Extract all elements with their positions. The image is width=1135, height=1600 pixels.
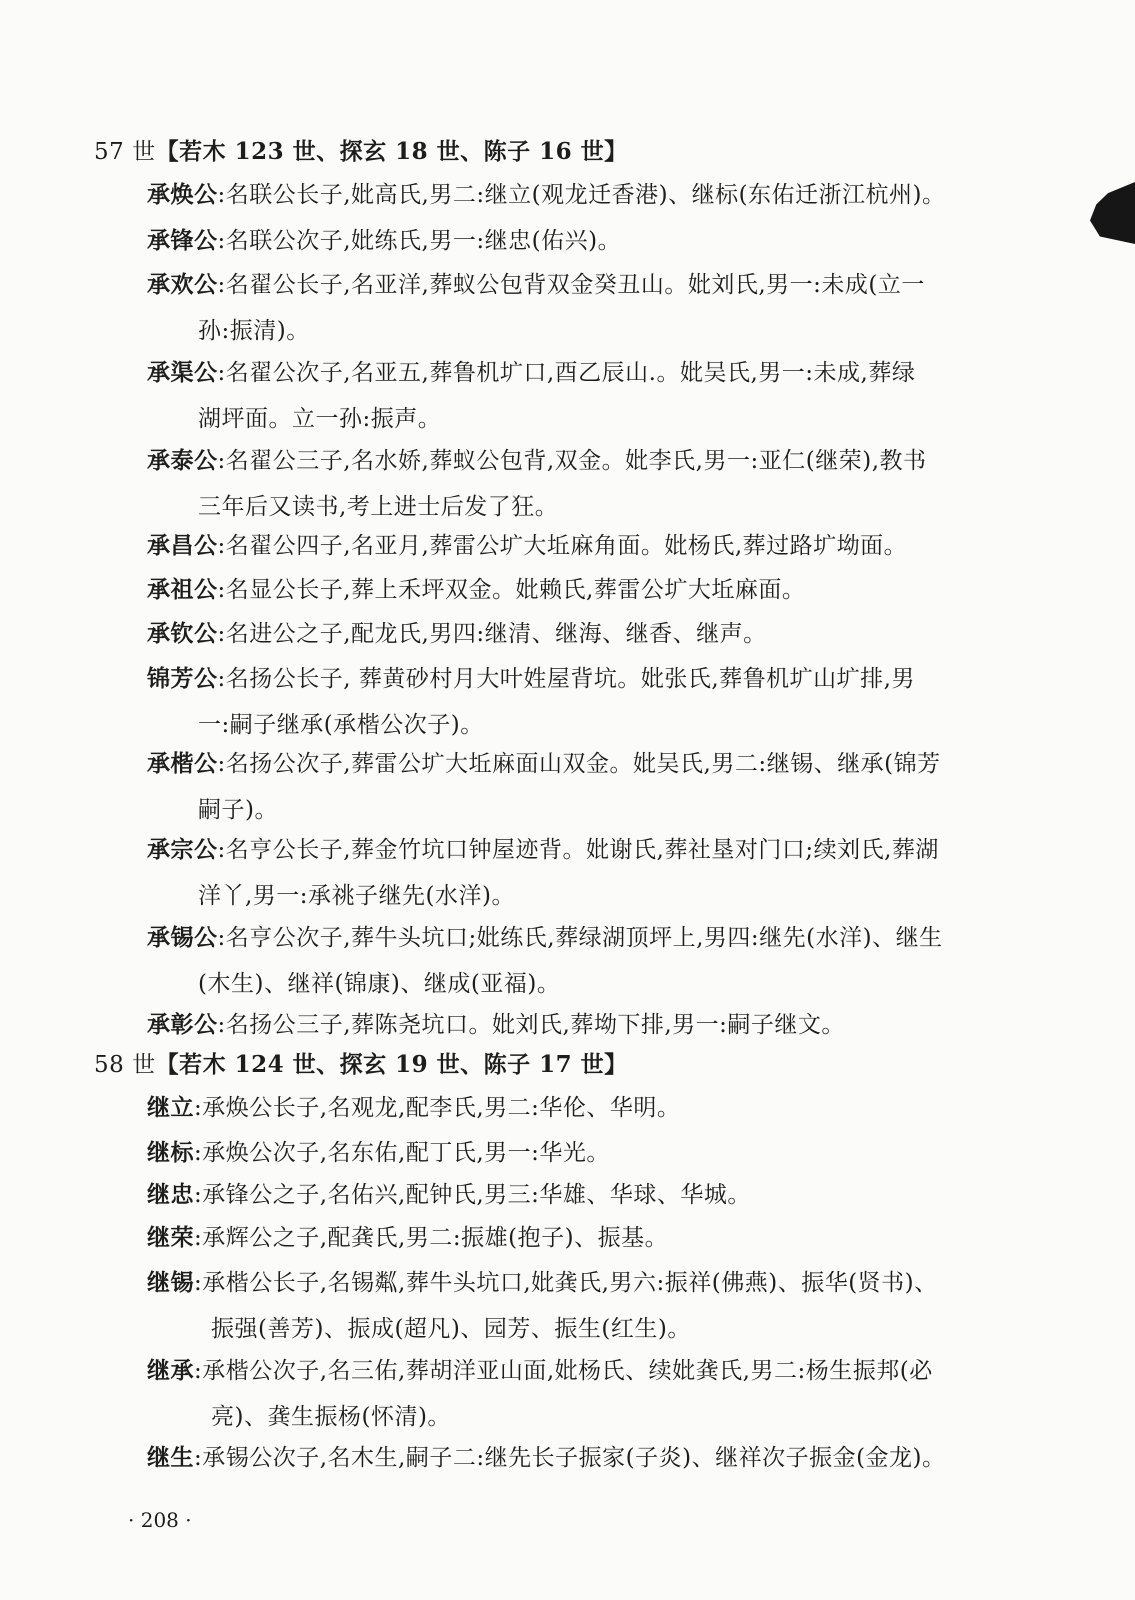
entry-name: 继生 (147, 1444, 194, 1471)
entry-text: :名显公长子,葬上禾坪双金。妣赖氏,葬雷公圹大坵麻面。 (217, 577, 806, 603)
entry-chengtai (147, 438, 1065, 530)
entry-text-continued: 孙:振清)。 (198, 318, 310, 344)
entry-chengchang (147, 523, 1065, 569)
entry-text: :承辉公之子,配龚氏,男二:振雄(抱子)、振基。 (194, 1225, 669, 1251)
entry-jili (147, 1085, 1065, 1131)
entry-chengxi (147, 915, 1065, 1007)
entry-text: :名扬公长子, 葬黄砂村月大叶姓屋背坑。妣张氏,葬鲁机圹山圹排,男 (217, 666, 915, 692)
entry-name: 继承 (147, 1357, 194, 1384)
entry-text: :承锡公次子,名木生,嗣子二:继先长子振家(子炎)、继祥次子振金(金龙)。 (194, 1445, 946, 1471)
entry-name: 承锡公 (147, 924, 218, 951)
entry-text: :名翟公次子,名亚五,葬鲁机圹口,酉乙辰山.。妣吴氏,男一:未成,葬绿 (217, 360, 916, 386)
entry-text: :承锋公之子,名佑兴,配钟氏,男三:华雄、华球、华城。 (194, 1182, 751, 1208)
entry-chengzhang (147, 1002, 1065, 1048)
entry-chengqu (147, 350, 1065, 442)
entry-chengqin (147, 611, 1065, 657)
entry-name: 承泰公 (147, 447, 218, 474)
entry-text-continued: 三年后又读书,考上进士后发了狂。 (198, 494, 559, 520)
entry-chenghuan2 (147, 262, 1065, 354)
entry-text: :名联公长子,妣高氏,男二:继立(观龙迁香港)、继标(东佑迁浙江杭州)。 (217, 182, 946, 208)
entry-text: :名扬公三子,葬陈尧坑口。妣刘氏,葬坳下排,男一:嗣子继文。 (217, 1012, 845, 1038)
entry-name: 继荣 (147, 1224, 194, 1251)
entry-text-continued: 亮)、龚生振杨(怀清)。 (211, 1404, 451, 1430)
entry-jinfang (147, 656, 1065, 748)
entry-name: 继标 (147, 1139, 194, 1166)
entry-name: 承宗公 (147, 836, 218, 863)
entry-name: 锦芳公 (147, 665, 218, 692)
entry-name: 继锡 (147, 1269, 194, 1296)
entry-text: :承楷公长子,名锡粼,葬牛头坑口,妣龚氏,男六:振祥(佛燕)、振华(贤书)、 (194, 1270, 938, 1296)
entry-chengfeng (147, 218, 1065, 264)
entry-text-continued: (木生)、继祥(锦康)、继成(亚福)。 (198, 971, 561, 997)
entry-text-continued: 洋丫,男一:承祧子继先(水洋)。 (198, 883, 516, 909)
generation-57-heading (94, 137, 628, 167)
entry-name: 继立 (147, 1094, 194, 1121)
entry-jixi (147, 1260, 1065, 1352)
entry-text: :名扬公次子,葬雷公圹大坵麻面山双金。妣吴氏,男二:继锡、继承(锦芳 (217, 751, 941, 777)
entry-text: :承焕公次子,名东佑,配丁氏,男一:华光。 (194, 1140, 610, 1166)
entry-text: :名翟公长子,名亚洋,葬蚁公包背双金癸丑山。妣刘氏,男一:未成(立一 (217, 272, 925, 298)
entry-chenghuan (147, 172, 1065, 218)
entry-text-continued: 振强(善芳)、振成(超凡)、园芳、振生(红生)。 (211, 1316, 691, 1342)
entry-chengzong (147, 827, 1065, 919)
entry-name: 承欢公 (147, 271, 218, 298)
entry-text: :名进公之子,配龙氏,男四:继清、继海、继香、继声。 (217, 621, 767, 647)
entry-name: 承祖公 (147, 576, 218, 603)
entry-text: :名翟公四子,名亚月,葬雷公圹大坵麻角面。妣杨氏,葬过路圹坳面。 (217, 533, 908, 559)
entry-jisheng (147, 1435, 1065, 1481)
entry-jibiao (147, 1130, 1065, 1176)
generation-lineage: 【若木 123 世、探玄 18 世、陈子 16 世】 (155, 138, 628, 165)
entry-name: 承昌公 (147, 532, 218, 559)
entry-jizhong (147, 1172, 1065, 1218)
generation-lineage: 【若木 124 世、探玄 19 世、陈子 17 世】 (155, 1051, 628, 1078)
scan-edge-mark (1090, 182, 1135, 244)
entry-text: :名翟公三子,名水娇,葬蚁公包背,双金。妣李氏,男一:亚仁(继荣),教书 (217, 448, 927, 474)
entry-name: 承楷公 (147, 750, 218, 777)
entry-chengzu (147, 567, 1065, 613)
generation-number: 57 世 (94, 139, 156, 165)
entry-text: :名联公次子,妣练氏,男一:继忠(佑兴)。 (217, 228, 622, 254)
entry-jirong (147, 1215, 1065, 1261)
entry-text: :承楷公次子,名三佑,葬胡洋亚山面,妣杨氏、续妣龚氏,男二:杨生振邦(必 (194, 1358, 933, 1384)
entry-text: :承焕公长子,名观龙,配李氏,男二:华伦、华明。 (194, 1095, 681, 1121)
page-number: · 208 · (128, 1508, 192, 1532)
entry-text: :名亨公次子,葬牛头坑口;妣练氏,葬绿湖顶坪上,男四:继先(水洋)、继生 (217, 925, 943, 951)
entry-text-continued: 湖坪面。立一孙:振声。 (198, 406, 442, 432)
entry-text: :名亨公长子,葬金竹坑口钟屋迹背。妣谢氏,葬社垦对门口;续刘氏,葬湖 (217, 837, 939, 863)
generation-number: 58 世 (94, 1052, 156, 1078)
entry-chengkai (147, 741, 1065, 833)
entry-name: 承钦公 (147, 620, 218, 647)
entry-name: 继忠 (147, 1181, 194, 1208)
entry-name: 承彰公 (147, 1011, 218, 1038)
entry-name: 承锋公 (147, 227, 218, 254)
entry-text-continued: 一:嗣子继承(承楷公次子)。 (198, 712, 484, 738)
entry-text-continued: 嗣子)。 (198, 797, 278, 823)
entry-name: 承渠公 (147, 359, 218, 386)
entry-name: 承焕公 (147, 181, 218, 208)
entry-jicheng (147, 1348, 1065, 1440)
generation-58-heading (94, 1050, 628, 1080)
